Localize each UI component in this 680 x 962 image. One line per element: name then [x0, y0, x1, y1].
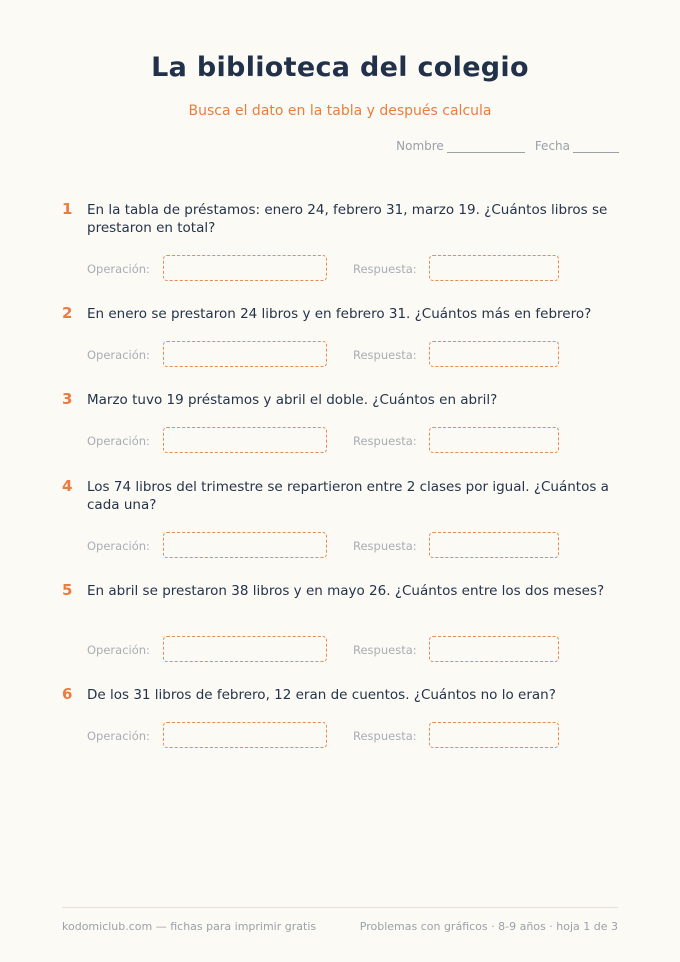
answer-row-2: [87, 341, 567, 369]
answer-label: Respuesta:: [353, 262, 417, 276]
question-4: [62, 478, 622, 514]
name-label: Nombre: [396, 139, 444, 153]
answer-label: Respuesta:: [353, 434, 417, 448]
answer-box[interactable]: [429, 532, 559, 558]
operation-box[interactable]: [163, 532, 327, 558]
question-text: Marzo tuvo 19 préstamos y abril el doble. ¿Cuántos en abril?: [87, 392, 498, 408]
question-text: En abril se prestaron 38 libros y en mayo 26. ¿Cuántos entre los dos meses?: [87, 583, 605, 599]
operation-label: Operación:: [87, 434, 150, 448]
date-line[interactable]: [573, 140, 619, 153]
question-3: [62, 391, 622, 409]
operation-box[interactable]: [163, 722, 327, 748]
student-meta: [396, 139, 619, 153]
page-title: La biblioteca del colegio: [151, 52, 529, 83]
question-text: En la tabla de préstamos: enero 24, febrero 31, marzo 19. ¿Cuántos libros se prestaron en total?: [87, 202, 608, 236]
operation-label: Operación:: [87, 348, 150, 362]
question-number: 1: [62, 200, 73, 218]
answer-row-6: [87, 722, 567, 750]
question-number: 5: [62, 581, 73, 599]
answer-label: Respuesta:: [353, 729, 417, 743]
operation-box[interactable]: [163, 636, 327, 662]
date-label: Fecha: [534, 139, 570, 153]
footer-divider: [62, 907, 618, 908]
footer-site[interactable]: kodomiclub.com — fichas para imprimir gratis: [62, 920, 317, 933]
answer-box[interactable]: [429, 427, 559, 453]
question-text: De los 31 libros de febrero, 12 eran de cuentos. ¿Cuántos no lo eran?: [87, 687, 556, 703]
footer-sheet-info: Problemas con gráficos · 8-9 años · hoja 1 de 3: [359, 920, 618, 933]
answer-row-4: [87, 532, 567, 560]
operation-box[interactable]: [163, 341, 327, 367]
question-number: 2: [62, 304, 73, 322]
answer-box[interactable]: [429, 722, 559, 748]
answer-box[interactable]: [429, 341, 559, 367]
answer-box[interactable]: [429, 255, 559, 281]
question-1: [62, 201, 622, 237]
answer-box[interactable]: [429, 636, 559, 662]
question-text: En enero se prestaron 24 libros y en febrero 31. ¿Cuántos más en febrero?: [87, 306, 592, 322]
question-number: 4: [62, 477, 73, 495]
operation-box[interactable]: [163, 427, 327, 453]
operation-label: Operación:: [87, 729, 150, 743]
question-number: 3: [62, 390, 73, 408]
page-subtitle: Busca el dato en la tabla y después calcula: [188, 103, 492, 119]
answer-label: Respuesta:: [353, 539, 417, 553]
answer-label: Respuesta:: [353, 348, 417, 362]
operation-label: Operación:: [87, 262, 150, 276]
operation-box[interactable]: [163, 255, 327, 281]
question-text: Los 74 libros del trimestre se repartieron entre 2 clases por igual. ¿Cuántos a cada una?: [87, 479, 609, 513]
operation-label: Operación:: [87, 643, 150, 657]
answer-row-3: [87, 427, 567, 455]
name-line[interactable]: [447, 140, 525, 153]
question-number: 6: [62, 685, 73, 703]
question-2: [62, 305, 622, 323]
answer-row-1: [87, 255, 567, 283]
question-5: [62, 582, 622, 600]
answer-label: Respuesta:: [353, 643, 417, 657]
question-6: [62, 686, 622, 704]
operation-label: Operación:: [87, 539, 150, 553]
answer-row-5: [87, 636, 567, 664]
